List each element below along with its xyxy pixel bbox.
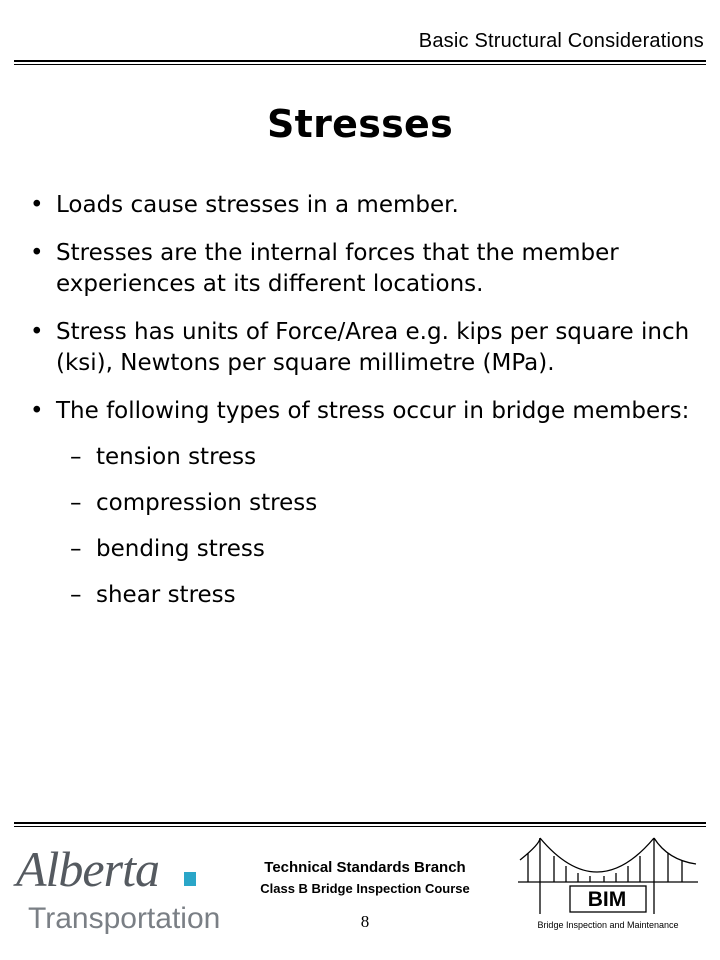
bullet-text: Stresses are the internal forces that the member experiences at its different locations. [56, 240, 619, 297]
bim-logo-text: BIM [587, 888, 627, 911]
bullet-marker: • [30, 319, 44, 345]
bim-caption: Bridge Inspection and Maintenance [537, 920, 679, 930]
bullet-text: Stress has units of Force/Area e.g. kips per square inch (ksi), Newtons per square millimetre (MPa). [56, 319, 690, 376]
bullet-item [30, 190, 700, 221]
bullet-item [30, 396, 700, 427]
header-rule-thin [14, 64, 706, 65]
dash-marker: – [70, 490, 82, 516]
sub-item-text: compression stress [96, 490, 318, 516]
sub-item-compression [70, 488, 700, 519]
dash-marker: – [70, 536, 82, 562]
sub-item-tension [70, 442, 700, 473]
bullet-text: The following types of stress occur in bridge members: [56, 398, 690, 424]
sub-item-bending [70, 534, 700, 565]
bullet-item [30, 238, 700, 300]
header-rule [14, 60, 706, 62]
bullet-marker: • [30, 240, 44, 266]
bullet-text: Loads cause stresses in a member. [56, 192, 459, 218]
sub-item-shear [70, 580, 700, 611]
footer-course: Class B Bridge Inspection Course [260, 881, 470, 896]
footer-rule-thin [14, 826, 706, 827]
sub-item-text: bending stress [96, 536, 265, 562]
footer-branch: Technical Standards Branch [264, 859, 466, 876]
sub-item-text: tension stress [96, 444, 257, 470]
page-number: 8 [360, 912, 370, 931]
bullet-item [30, 317, 700, 379]
bullet-marker: • [30, 398, 44, 424]
dash-marker: – [70, 582, 82, 608]
alberta-logo-mark [184, 872, 196, 886]
dash-marker: – [70, 444, 82, 470]
page-title: Stresses [266, 102, 454, 146]
slide-content [30, 190, 700, 626]
sub-item-text: shear stress [96, 582, 236, 608]
alberta-logo: Alberta [16, 841, 159, 897]
footer-rule [14, 822, 706, 824]
transportation-logo-text: Transportation [28, 902, 221, 935]
section-header: Basic Structural Considerations [418, 30, 704, 52]
bullet-marker: • [30, 192, 44, 218]
